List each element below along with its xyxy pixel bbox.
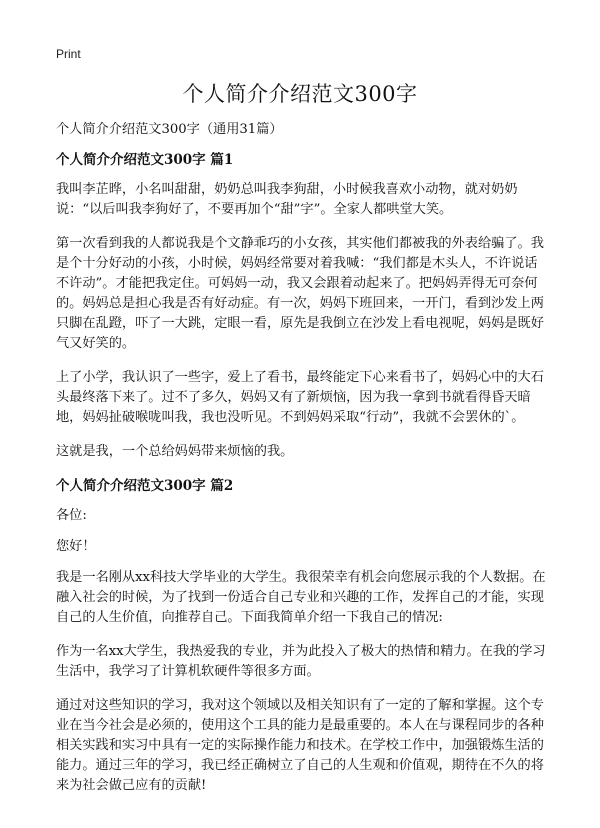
- print-label: Print: [56, 47, 81, 61]
- paragraph: 作为一名xx大学生，我热爱我的专业，并为此投入了极大的热情和精力。在我的学习生活中，我学习了计算机软硬件等很多方面。: [56, 644, 546, 679]
- paragraph: 第一次看到我的人都说我是个文静乖巧的小女孩，其实他们都被我的外表给骗了。我是个十分好动的小孩，小时候，妈妈经常要对着我喊：“我们都是木头人，不许说话不许动”。才能把我定住。可妈妈一动，我又会跟着动起来了。把妈妈弄得无可奈何的。妈妈总是担心我是否有好动症。有一次，妈妈下班回来，一开门，看到沙发上两只脚在乱蹬，吓了一大跳，定眼一看，原先是我倒立在沙发上看电视呢，妈妈是既好气又好笑的。: [56, 236, 544, 351]
- paragraph: 通过对这些知识的学习，我对这个领域以及相关知识有了一定的了解和掌握。这个专业在当今社会是必须的，使用这个工具的能力是最重要的。本人在与课程同步的各种相关实践和实习中具有一定的实际操作能力和技术。在学校工作中，加强锻炼生活的能力。通过三年的学习，我已经正确树立了自己的人生观和价值观，期待在不久的将来为社会做己应有的贡献!: [56, 698, 544, 793]
- section-heading-2: 个人简介介绍范文300字 篇2: [56, 478, 234, 494]
- paragraph: 我叫李芷晔，小名叫甜甜，奶奶总叫我李狗甜，小时候我喜欢小动物，就对奶奶说：“以后叫我李狗好了，不要再加个“甜”字”。全家人都哄堂大笑。: [56, 182, 518, 217]
- paragraph: 您好！: [56, 539, 96, 554]
- section-heading-1: 个人简介介绍范文300字 篇1: [56, 152, 234, 168]
- paragraph: 这就是我，一个总给妈妈带来烦恼的我。: [56, 444, 294, 459]
- document-body: [56, 120, 546, 810]
- page-title: 个人简介介绍范文300字: [182, 82, 418, 106]
- paragraph: 我是一名刚从xx科技大学毕业的大学生。我很荣幸有机会向您展示我的个人数据。在融入社会的时候，为了找到一份适合自己专业和兴趣的工作，发挥自己的才能，实现自己的人生价值，向推荐自己。下面我简单介绍一下我自己的情况:: [56, 570, 546, 625]
- paragraph: 各位:: [56, 508, 87, 523]
- paragraph: 上了小学，我认识了一些字，爱上了看书，最终能定下心来看书了，妈妈心中的大石头最终落下来了。过不了多久，妈妈又有了新烦恼，因为我一拿到书就看得昏天暗地，妈妈扯破喉咙叫我，我也没听见。不到妈妈采取“行动”，我就不会罢休的`。: [56, 370, 544, 425]
- document-subtitle: 个人简介介绍范文300字（通用31篇）: [56, 122, 283, 137]
